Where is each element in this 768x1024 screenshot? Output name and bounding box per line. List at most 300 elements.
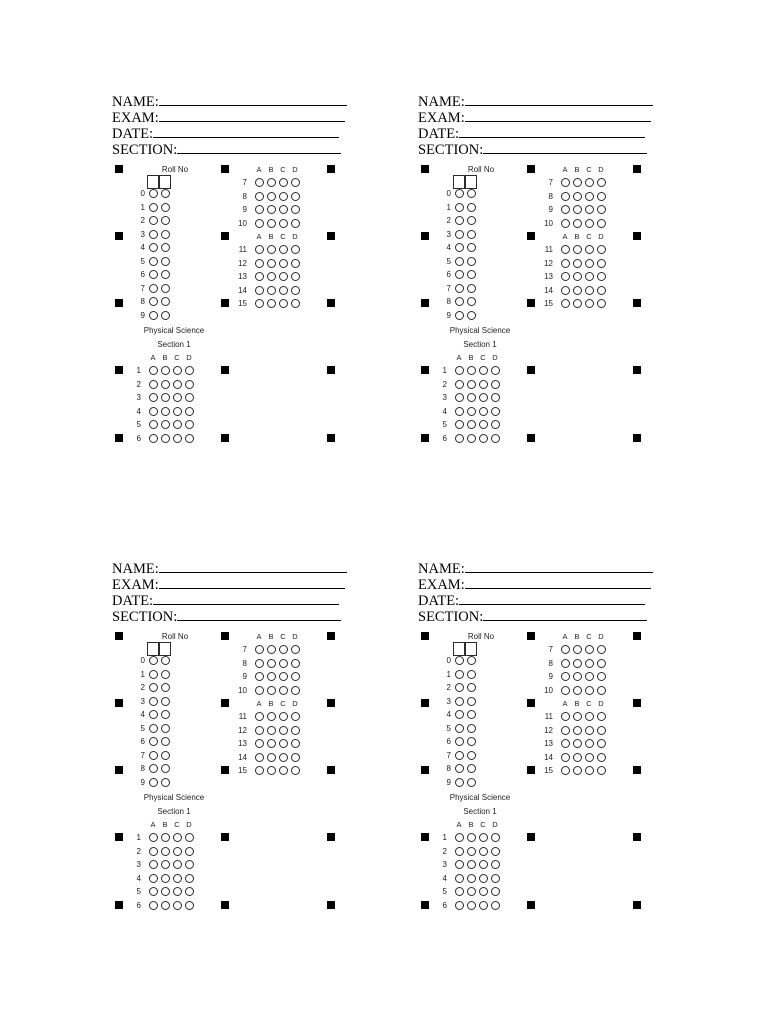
answer-bubble[interactable] bbox=[267, 766, 276, 775]
roll-bubble[interactable] bbox=[149, 257, 158, 266]
answer-bubble[interactable] bbox=[561, 245, 570, 254]
answer-bubble[interactable] bbox=[467, 380, 476, 389]
answer-bubble[interactable] bbox=[561, 739, 570, 748]
answer-bubble[interactable] bbox=[267, 672, 276, 681]
answer-bubble[interactable] bbox=[597, 219, 606, 228]
answer-bubble[interactable] bbox=[267, 245, 276, 254]
answer-bubble[interactable] bbox=[161, 860, 170, 869]
answer-bubble[interactable] bbox=[267, 299, 276, 308]
answer-bubble[interactable] bbox=[585, 726, 594, 735]
roll-bubble[interactable] bbox=[467, 724, 476, 733]
roll-bubble[interactable] bbox=[455, 311, 464, 320]
name-input-line[interactable] bbox=[159, 559, 347, 573]
answer-bubble[interactable] bbox=[573, 659, 582, 668]
roll-bubble[interactable] bbox=[455, 724, 464, 733]
section-input-line[interactable] bbox=[483, 140, 647, 154]
answer-bubble[interactable] bbox=[291, 178, 300, 187]
answer-bubble[interactable] bbox=[467, 847, 476, 856]
roll-bubble[interactable] bbox=[467, 230, 476, 239]
roll-bubble[interactable] bbox=[149, 216, 158, 225]
answer-bubble[interactable] bbox=[585, 286, 594, 295]
answer-bubble[interactable] bbox=[561, 192, 570, 201]
answer-bubble[interactable] bbox=[491, 434, 500, 443]
roll-bubble[interactable] bbox=[149, 778, 158, 787]
answer-bubble[interactable] bbox=[291, 286, 300, 295]
answer-bubble[interactable] bbox=[279, 686, 288, 695]
answer-bubble[interactable] bbox=[173, 434, 182, 443]
roll-digit-box[interactable] bbox=[159, 175, 171, 189]
answer-bubble[interactable] bbox=[255, 299, 264, 308]
answer-bubble[interactable] bbox=[255, 245, 264, 254]
answer-bubble[interactable] bbox=[279, 766, 288, 775]
answer-bubble[interactable] bbox=[585, 192, 594, 201]
roll-bubble[interactable] bbox=[161, 284, 170, 293]
answer-bubble[interactable] bbox=[561, 726, 570, 735]
answer-bubble[interactable] bbox=[291, 645, 300, 654]
roll-bubble[interactable] bbox=[455, 670, 464, 679]
answer-bubble[interactable] bbox=[573, 672, 582, 681]
answer-bubble[interactable] bbox=[255, 259, 264, 268]
answer-bubble[interactable] bbox=[585, 272, 594, 281]
roll-bubble[interactable] bbox=[161, 697, 170, 706]
roll-bubble[interactable] bbox=[149, 670, 158, 679]
answer-bubble[interactable] bbox=[491, 901, 500, 910]
roll-bubble[interactable] bbox=[455, 230, 464, 239]
exam-input-line[interactable] bbox=[159, 575, 345, 589]
answer-bubble[interactable] bbox=[573, 205, 582, 214]
answer-bubble[interactable] bbox=[267, 286, 276, 295]
answer-bubble[interactable] bbox=[279, 286, 288, 295]
roll-bubble[interactable] bbox=[455, 710, 464, 719]
answer-bubble[interactable] bbox=[455, 434, 464, 443]
answer-bubble[interactable] bbox=[491, 380, 500, 389]
answer-bubble[interactable] bbox=[573, 259, 582, 268]
roll-bubble[interactable] bbox=[455, 297, 464, 306]
answer-bubble[interactable] bbox=[597, 272, 606, 281]
answer-bubble[interactable] bbox=[291, 739, 300, 748]
answer-bubble[interactable] bbox=[479, 901, 488, 910]
answer-bubble[interactable] bbox=[455, 407, 464, 416]
answer-bubble[interactable] bbox=[585, 712, 594, 721]
roll-bubble[interactable] bbox=[149, 203, 158, 212]
answer-bubble[interactable] bbox=[479, 407, 488, 416]
answer-bubble[interactable] bbox=[291, 205, 300, 214]
answer-bubble[interactable] bbox=[149, 833, 158, 842]
answer-bubble[interactable] bbox=[149, 901, 158, 910]
answer-bubble[interactable] bbox=[491, 847, 500, 856]
date-input-line[interactable] bbox=[459, 591, 645, 605]
roll-bubble[interactable] bbox=[467, 697, 476, 706]
roll-bubble[interactable] bbox=[161, 270, 170, 279]
answer-bubble[interactable] bbox=[573, 192, 582, 201]
section-input-line[interactable] bbox=[177, 140, 341, 154]
answer-bubble[interactable] bbox=[255, 205, 264, 214]
answer-bubble[interactable] bbox=[267, 739, 276, 748]
answer-bubble[interactable] bbox=[573, 712, 582, 721]
answer-bubble[interactable] bbox=[561, 299, 570, 308]
roll-bubble[interactable] bbox=[455, 683, 464, 692]
answer-bubble[interactable] bbox=[597, 712, 606, 721]
answer-bubble[interactable] bbox=[161, 380, 170, 389]
answer-bubble[interactable] bbox=[185, 901, 194, 910]
answer-bubble[interactable] bbox=[291, 245, 300, 254]
answer-bubble[interactable] bbox=[149, 380, 158, 389]
answer-bubble[interactable] bbox=[149, 366, 158, 375]
answer-bubble[interactable] bbox=[267, 659, 276, 668]
answer-bubble[interactable] bbox=[597, 205, 606, 214]
answer-bubble[interactable] bbox=[467, 420, 476, 429]
roll-bubble[interactable] bbox=[467, 189, 476, 198]
answer-bubble[interactable] bbox=[267, 726, 276, 735]
answer-bubble[interactable] bbox=[479, 366, 488, 375]
answer-bubble[interactable] bbox=[597, 672, 606, 681]
answer-bubble[interactable] bbox=[597, 245, 606, 254]
answer-bubble[interactable] bbox=[597, 659, 606, 668]
answer-bubble[interactable] bbox=[255, 739, 264, 748]
answer-bubble[interactable] bbox=[267, 753, 276, 762]
answer-bubble[interactable] bbox=[573, 766, 582, 775]
answer-bubble[interactable] bbox=[561, 712, 570, 721]
date-input-line[interactable] bbox=[459, 124, 645, 138]
answer-bubble[interactable] bbox=[279, 726, 288, 735]
roll-bubble[interactable] bbox=[149, 656, 158, 665]
roll-bubble[interactable] bbox=[149, 697, 158, 706]
roll-digit-box[interactable] bbox=[453, 642, 465, 656]
answer-bubble[interactable] bbox=[455, 420, 464, 429]
answer-bubble[interactable] bbox=[573, 219, 582, 228]
roll-bubble[interactable] bbox=[161, 683, 170, 692]
section-input-line[interactable] bbox=[483, 607, 647, 621]
roll-bubble[interactable] bbox=[149, 683, 158, 692]
roll-bubble[interactable] bbox=[455, 697, 464, 706]
answer-bubble[interactable] bbox=[267, 645, 276, 654]
answer-bubble[interactable] bbox=[455, 874, 464, 883]
answer-bubble[interactable] bbox=[185, 366, 194, 375]
answer-bubble[interactable] bbox=[279, 192, 288, 201]
answer-bubble[interactable] bbox=[467, 366, 476, 375]
answer-bubble[interactable] bbox=[255, 753, 264, 762]
answer-bubble[interactable] bbox=[573, 178, 582, 187]
answer-bubble[interactable] bbox=[185, 887, 194, 896]
answer-bubble[interactable] bbox=[173, 860, 182, 869]
roll-bubble[interactable] bbox=[455, 737, 464, 746]
answer-bubble[interactable] bbox=[149, 847, 158, 856]
answer-bubble[interactable] bbox=[573, 272, 582, 281]
answer-bubble[interactable] bbox=[149, 434, 158, 443]
answer-bubble[interactable] bbox=[255, 712, 264, 721]
answer-bubble[interactable] bbox=[479, 887, 488, 896]
answer-bubble[interactable] bbox=[561, 766, 570, 775]
answer-bubble[interactable] bbox=[597, 686, 606, 695]
roll-bubble[interactable] bbox=[149, 189, 158, 198]
answer-bubble[interactable] bbox=[255, 659, 264, 668]
answer-bubble[interactable] bbox=[149, 860, 158, 869]
answer-bubble[interactable] bbox=[173, 420, 182, 429]
answer-bubble[interactable] bbox=[173, 874, 182, 883]
roll-bubble[interactable] bbox=[161, 764, 170, 773]
section-input-line[interactable] bbox=[177, 607, 341, 621]
roll-bubble[interactable] bbox=[455, 656, 464, 665]
exam-input-line[interactable] bbox=[465, 108, 651, 122]
roll-bubble[interactable] bbox=[161, 297, 170, 306]
date-input-line[interactable] bbox=[153, 591, 339, 605]
answer-bubble[interactable] bbox=[173, 887, 182, 896]
answer-bubble[interactable] bbox=[267, 272, 276, 281]
roll-bubble[interactable] bbox=[149, 284, 158, 293]
answer-bubble[interactable] bbox=[479, 420, 488, 429]
roll-bubble[interactable] bbox=[161, 189, 170, 198]
roll-bubble[interactable] bbox=[455, 778, 464, 787]
answer-bubble[interactable] bbox=[173, 847, 182, 856]
answer-bubble[interactable] bbox=[255, 178, 264, 187]
answer-bubble[interactable] bbox=[585, 205, 594, 214]
date-input-line[interactable] bbox=[153, 124, 339, 138]
answer-bubble[interactable] bbox=[255, 192, 264, 201]
answer-bubble[interactable] bbox=[279, 753, 288, 762]
answer-bubble[interactable] bbox=[255, 272, 264, 281]
roll-bubble[interactable] bbox=[161, 203, 170, 212]
roll-bubble[interactable] bbox=[467, 270, 476, 279]
roll-bubble[interactable] bbox=[467, 311, 476, 320]
answer-bubble[interactable] bbox=[291, 712, 300, 721]
answer-bubble[interactable] bbox=[149, 393, 158, 402]
answer-bubble[interactable] bbox=[597, 192, 606, 201]
answer-bubble[interactable] bbox=[479, 393, 488, 402]
roll-bubble[interactable] bbox=[467, 670, 476, 679]
roll-bubble[interactable] bbox=[467, 284, 476, 293]
answer-bubble[interactable] bbox=[561, 272, 570, 281]
exam-input-line[interactable] bbox=[159, 108, 345, 122]
answer-bubble[interactable] bbox=[491, 874, 500, 883]
roll-bubble[interactable] bbox=[161, 710, 170, 719]
answer-bubble[interactable] bbox=[561, 672, 570, 681]
answer-bubble[interactable] bbox=[455, 847, 464, 856]
answer-bubble[interactable] bbox=[455, 833, 464, 842]
answer-bubble[interactable] bbox=[573, 245, 582, 254]
answer-bubble[interactable] bbox=[185, 407, 194, 416]
roll-bubble[interactable] bbox=[455, 284, 464, 293]
answer-bubble[interactable] bbox=[479, 434, 488, 443]
answer-bubble[interactable] bbox=[291, 659, 300, 668]
roll-bubble[interactable] bbox=[467, 203, 476, 212]
roll-bubble[interactable] bbox=[467, 297, 476, 306]
roll-bubble[interactable] bbox=[161, 257, 170, 266]
answer-bubble[interactable] bbox=[291, 192, 300, 201]
answer-bubble[interactable] bbox=[573, 686, 582, 695]
answer-bubble[interactable] bbox=[561, 219, 570, 228]
answer-bubble[interactable] bbox=[467, 407, 476, 416]
roll-bubble[interactable] bbox=[467, 243, 476, 252]
answer-bubble[interactable] bbox=[161, 874, 170, 883]
roll-bubble[interactable] bbox=[467, 751, 476, 760]
answer-bubble[interactable] bbox=[573, 645, 582, 654]
answer-bubble[interactable] bbox=[467, 901, 476, 910]
roll-digit-box[interactable] bbox=[147, 642, 159, 656]
answer-bubble[interactable] bbox=[279, 259, 288, 268]
answer-bubble[interactable] bbox=[561, 645, 570, 654]
answer-bubble[interactable] bbox=[597, 286, 606, 295]
name-input-line[interactable] bbox=[159, 92, 347, 106]
answer-bubble[interactable] bbox=[585, 686, 594, 695]
answer-bubble[interactable] bbox=[561, 178, 570, 187]
answer-bubble[interactable] bbox=[467, 887, 476, 896]
answer-bubble[interactable] bbox=[479, 860, 488, 869]
answer-bubble[interactable] bbox=[255, 645, 264, 654]
answer-bubble[interactable] bbox=[173, 380, 182, 389]
roll-bubble[interactable] bbox=[161, 243, 170, 252]
answer-bubble[interactable] bbox=[255, 219, 264, 228]
roll-bubble[interactable] bbox=[149, 751, 158, 760]
answer-bubble[interactable] bbox=[279, 645, 288, 654]
answer-bubble[interactable] bbox=[561, 286, 570, 295]
answer-bubble[interactable] bbox=[267, 712, 276, 721]
roll-bubble[interactable] bbox=[149, 764, 158, 773]
roll-bubble[interactable] bbox=[161, 737, 170, 746]
roll-bubble[interactable] bbox=[161, 778, 170, 787]
answer-bubble[interactable] bbox=[491, 887, 500, 896]
roll-bubble[interactable] bbox=[455, 764, 464, 773]
answer-bubble[interactable] bbox=[267, 192, 276, 201]
answer-bubble[interactable] bbox=[585, 766, 594, 775]
answer-bubble[interactable] bbox=[585, 672, 594, 681]
answer-bubble[interactable] bbox=[161, 366, 170, 375]
answer-bubble[interactable] bbox=[149, 887, 158, 896]
answer-bubble[interactable] bbox=[267, 205, 276, 214]
answer-bubble[interactable] bbox=[161, 901, 170, 910]
answer-bubble[interactable] bbox=[479, 380, 488, 389]
answer-bubble[interactable] bbox=[161, 393, 170, 402]
answer-bubble[interactable] bbox=[161, 887, 170, 896]
answer-bubble[interactable] bbox=[573, 739, 582, 748]
roll-bubble[interactable] bbox=[467, 764, 476, 773]
answer-bubble[interactable] bbox=[279, 272, 288, 281]
roll-bubble[interactable] bbox=[467, 778, 476, 787]
answer-bubble[interactable] bbox=[585, 219, 594, 228]
roll-bubble[interactable] bbox=[455, 243, 464, 252]
answer-bubble[interactable] bbox=[291, 686, 300, 695]
answer-bubble[interactable] bbox=[255, 686, 264, 695]
answer-bubble[interactable] bbox=[561, 259, 570, 268]
answer-bubble[interactable] bbox=[185, 874, 194, 883]
answer-bubble[interactable] bbox=[467, 393, 476, 402]
answer-bubble[interactable] bbox=[173, 833, 182, 842]
answer-bubble[interactable] bbox=[149, 420, 158, 429]
answer-bubble[interactable] bbox=[279, 178, 288, 187]
roll-bubble[interactable] bbox=[467, 737, 476, 746]
answer-bubble[interactable] bbox=[185, 434, 194, 443]
answer-bubble[interactable] bbox=[291, 259, 300, 268]
answer-bubble[interactable] bbox=[291, 219, 300, 228]
answer-bubble[interactable] bbox=[185, 420, 194, 429]
answer-bubble[interactable] bbox=[455, 887, 464, 896]
answer-bubble[interactable] bbox=[597, 766, 606, 775]
answer-bubble[interactable] bbox=[467, 833, 476, 842]
answer-bubble[interactable] bbox=[279, 245, 288, 254]
answer-bubble[interactable] bbox=[279, 672, 288, 681]
answer-bubble[interactable] bbox=[479, 847, 488, 856]
roll-bubble[interactable] bbox=[455, 203, 464, 212]
answer-bubble[interactable] bbox=[173, 393, 182, 402]
answer-bubble[interactable] bbox=[291, 272, 300, 281]
answer-bubble[interactable] bbox=[185, 380, 194, 389]
answer-bubble[interactable] bbox=[479, 874, 488, 883]
roll-bubble[interactable] bbox=[467, 257, 476, 266]
answer-bubble[interactable] bbox=[597, 645, 606, 654]
answer-bubble[interactable] bbox=[161, 847, 170, 856]
answer-bubble[interactable] bbox=[185, 847, 194, 856]
answer-bubble[interactable] bbox=[291, 766, 300, 775]
answer-bubble[interactable] bbox=[279, 299, 288, 308]
answer-bubble[interactable] bbox=[291, 299, 300, 308]
answer-bubble[interactable] bbox=[161, 407, 170, 416]
roll-bubble[interactable] bbox=[467, 710, 476, 719]
roll-digit-box[interactable] bbox=[465, 642, 477, 656]
answer-bubble[interactable] bbox=[491, 393, 500, 402]
answer-bubble[interactable] bbox=[573, 286, 582, 295]
roll-digit-box[interactable] bbox=[465, 175, 477, 189]
answer-bubble[interactable] bbox=[279, 712, 288, 721]
roll-bubble[interactable] bbox=[149, 737, 158, 746]
answer-bubble[interactable] bbox=[585, 645, 594, 654]
answer-bubble[interactable] bbox=[255, 766, 264, 775]
answer-bubble[interactable] bbox=[455, 366, 464, 375]
answer-bubble[interactable] bbox=[491, 407, 500, 416]
roll-bubble[interactable] bbox=[455, 189, 464, 198]
answer-bubble[interactable] bbox=[185, 393, 194, 402]
answer-bubble[interactable] bbox=[291, 672, 300, 681]
roll-bubble[interactable] bbox=[455, 751, 464, 760]
answer-bubble[interactable] bbox=[279, 219, 288, 228]
answer-bubble[interactable] bbox=[585, 753, 594, 762]
answer-bubble[interactable] bbox=[467, 874, 476, 883]
answer-bubble[interactable] bbox=[479, 833, 488, 842]
answer-bubble[interactable] bbox=[597, 726, 606, 735]
answer-bubble[interactable] bbox=[279, 739, 288, 748]
roll-bubble[interactable] bbox=[161, 751, 170, 760]
answer-bubble[interactable] bbox=[161, 420, 170, 429]
answer-bubble[interactable] bbox=[267, 259, 276, 268]
answer-bubble[interactable] bbox=[561, 686, 570, 695]
answer-bubble[interactable] bbox=[597, 739, 606, 748]
answer-bubble[interactable] bbox=[597, 753, 606, 762]
answer-bubble[interactable] bbox=[173, 901, 182, 910]
answer-bubble[interactable] bbox=[455, 901, 464, 910]
answer-bubble[interactable] bbox=[279, 205, 288, 214]
answer-bubble[interactable] bbox=[585, 245, 594, 254]
answer-bubble[interactable] bbox=[161, 833, 170, 842]
roll-bubble[interactable] bbox=[161, 311, 170, 320]
answer-bubble[interactable] bbox=[173, 366, 182, 375]
answer-bubble[interactable] bbox=[291, 726, 300, 735]
answer-bubble[interactable] bbox=[561, 205, 570, 214]
answer-bubble[interactable] bbox=[597, 299, 606, 308]
roll-bubble[interactable] bbox=[149, 230, 158, 239]
roll-bubble[interactable] bbox=[467, 656, 476, 665]
answer-bubble[interactable] bbox=[573, 726, 582, 735]
answer-bubble[interactable] bbox=[585, 178, 594, 187]
answer-bubble[interactable] bbox=[467, 860, 476, 869]
roll-bubble[interactable] bbox=[455, 216, 464, 225]
answer-bubble[interactable] bbox=[455, 860, 464, 869]
roll-bubble[interactable] bbox=[149, 724, 158, 733]
roll-bubble[interactable] bbox=[161, 216, 170, 225]
roll-bubble[interactable] bbox=[161, 670, 170, 679]
answer-bubble[interactable] bbox=[597, 259, 606, 268]
answer-bubble[interactable] bbox=[455, 380, 464, 389]
roll-bubble[interactable] bbox=[149, 710, 158, 719]
answer-bubble[interactable] bbox=[279, 659, 288, 668]
roll-bubble[interactable] bbox=[161, 656, 170, 665]
